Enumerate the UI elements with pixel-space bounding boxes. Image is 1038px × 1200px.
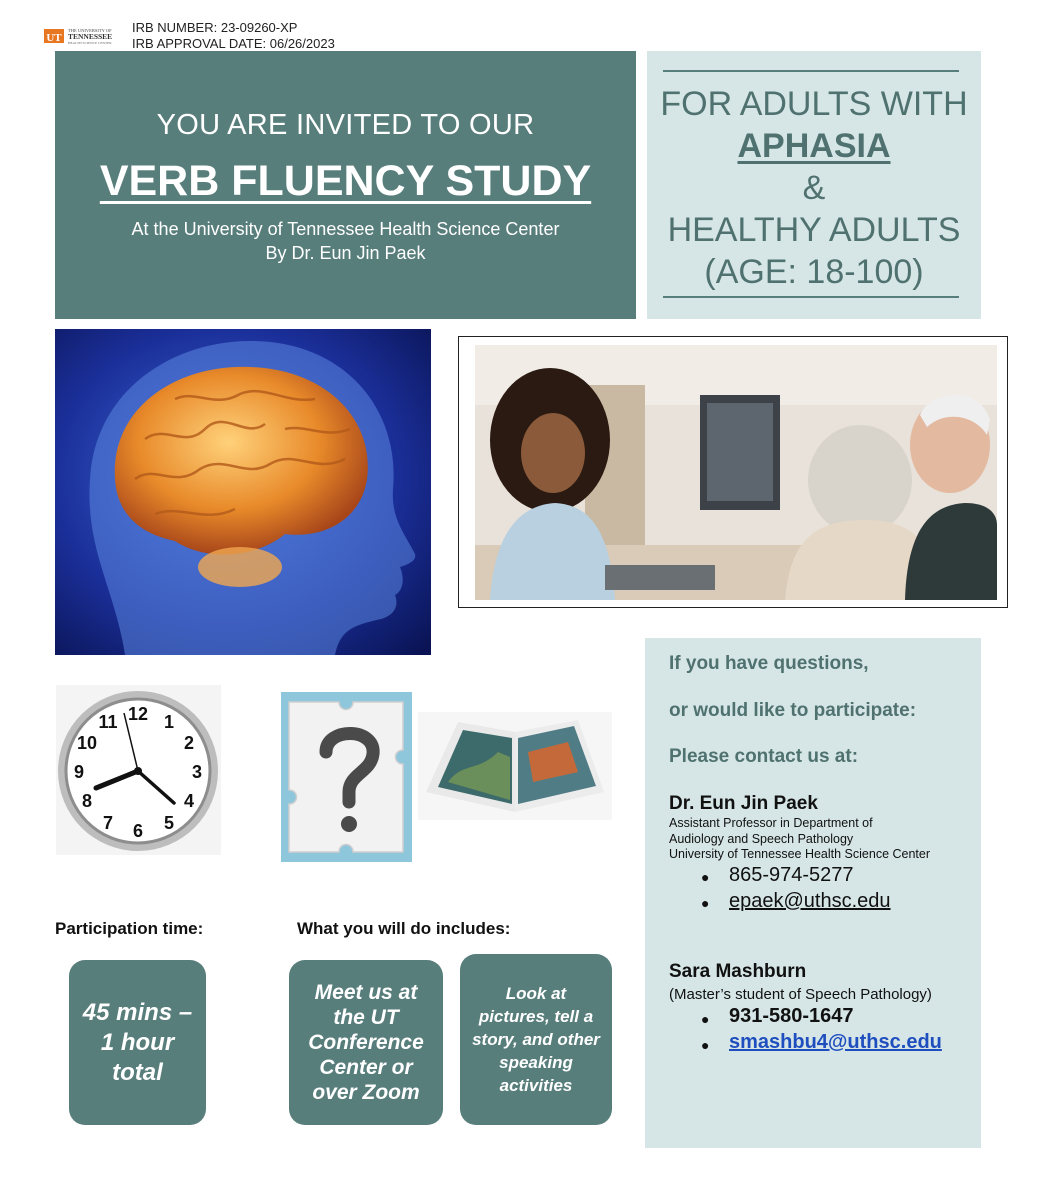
activity-meet-box [289, 960, 443, 1125]
mashburn-email-link[interactable]: smashbu4@uthsc.edu [729, 1031, 942, 1053]
mashburn-phone[interactable]: 931-580-1647 [729, 1005, 854, 1027]
svg-text:12: 12 [127, 704, 149, 724]
svg-text:2: 2 [183, 733, 195, 753]
svg-text:THE UNIVERSITY OF: THE UNIVERSITY OF [68, 28, 112, 33]
paek-title-line-1: Assistant Professor in Department of [669, 816, 873, 830]
audience-line-1: FOR ADULTS WITH [660, 85, 968, 123]
irb-approval-date: IRB APPROVAL DATE: 06/26/2023 [132, 36, 335, 51]
irb-info [132, 20, 335, 52]
audience-ampersand: & [802, 169, 826, 207]
svg-text:6: 6 [132, 821, 144, 841]
divider-bottom [663, 296, 959, 298]
contact-title-mashburn: (Master’s student of Speech Pathology) [669, 986, 932, 1003]
audience-aphasia: APHASIA [737, 127, 891, 165]
participation-time: 45 mins – 1 hour total [82, 998, 193, 1086]
audience-healthy-adults: HEALTHY ADULTS [667, 211, 961, 249]
clinician-photo-frame [458, 336, 1008, 608]
contact-panel [645, 638, 981, 1148]
clinician-photo [475, 345, 997, 600]
study-location: At the University of Tennessee Health Science Center [131, 219, 560, 239]
bullet: ● [701, 1037, 710, 1053]
activity-speaking: Look at pictures, tell a story, and other speaking activities [472, 984, 600, 1095]
participation-time-box [69, 960, 206, 1125]
svg-text:1: 1 [163, 712, 175, 732]
svg-text:HEALTH SCIENCE CENTER: HEALTH SCIENCE CENTER [68, 41, 112, 45]
activities-label: What you will do includes: [297, 919, 511, 938]
divider-top [663, 70, 959, 72]
bullet: ● [701, 895, 710, 911]
brain-image [55, 329, 431, 655]
audience-panel [647, 51, 981, 319]
svg-text:3: 3 [191, 762, 203, 782]
contact-name-mashburn: Sara Mashburn [669, 961, 807, 982]
ut-logo [44, 26, 124, 46]
invited-heading: YOU ARE INVITED TO OUR [156, 109, 535, 141]
contact-question-2: or would like to participate: [669, 700, 917, 721]
contact-question-1: If you have questions, [669, 653, 869, 674]
contact-name-paek: Dr. Eun Jin Paek [669, 793, 818, 814]
puzzle-question-image [281, 692, 412, 862]
paek-title-line-2: Audiology and Speech Pathology [669, 831, 854, 846]
irb-number: IRB NUMBER: 23-09260-XP [132, 20, 298, 35]
svg-text:7: 7 [102, 813, 114, 833]
bullet: ● [701, 1011, 710, 1027]
study-name-text: VERB FLUENCY STUDY [99, 157, 592, 205]
svg-text:UT: UT [46, 32, 62, 44]
paek-email-link[interactable]: epaek@uthsc.edu [729, 890, 891, 912]
participation-label: Participation time: [55, 919, 204, 938]
clock-image [56, 685, 221, 855]
bullet: ● [701, 869, 710, 885]
svg-text:TENNESSEE: TENNESSEE [68, 32, 113, 41]
study-investigator: By Dr. Eun Jin Paek [265, 243, 426, 263]
open-book-image [418, 712, 612, 820]
activity-meet: Meet us at the UT Conference Center or over Zoom [308, 981, 424, 1104]
contact-question-3: Please contact us at: [669, 746, 859, 767]
audience-age-range: (AGE: 18-100) [704, 253, 924, 291]
svg-text:10: 10 [76, 733, 98, 753]
activity-speaking-box [460, 954, 612, 1125]
contact-title-paek [669, 816, 930, 863]
svg-text:5: 5 [163, 813, 175, 833]
svg-text:8: 8 [81, 791, 93, 811]
study-title-panel [55, 51, 636, 319]
svg-text:9: 9 [73, 762, 85, 782]
svg-text:4: 4 [183, 791, 195, 811]
study-name [55, 157, 636, 206]
paek-title-line-3: University of Tennessee Health Science Center [669, 847, 931, 861]
paek-phone[interactable]: 865-974-5277 [729, 864, 854, 886]
svg-text:11: 11 [98, 712, 118, 732]
